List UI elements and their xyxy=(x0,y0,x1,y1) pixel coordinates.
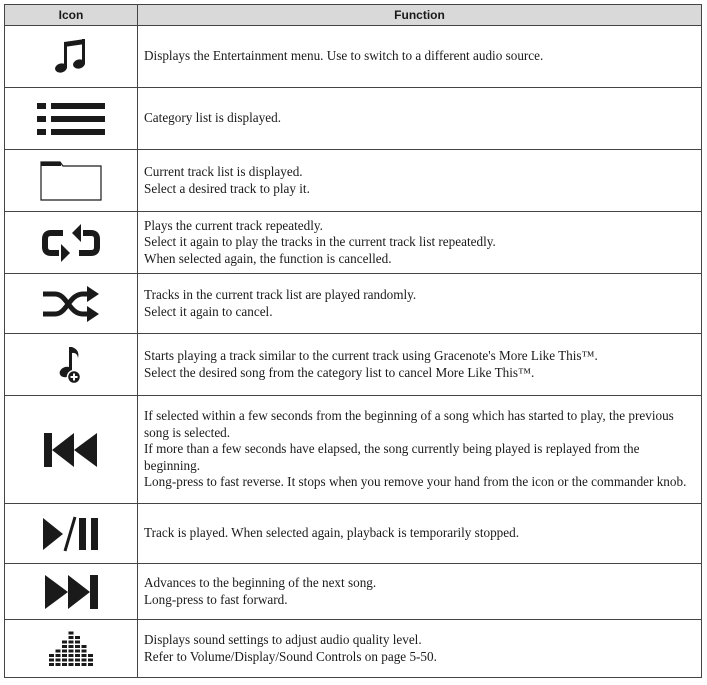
function-text: Long-press to fast reverse. It stops when you remove your hand from the icon or the commander knob. xyxy=(144,474,687,490)
table-row xyxy=(5,88,702,150)
icon-cell xyxy=(5,564,138,620)
shuffle-icon xyxy=(41,284,101,324)
function-text: Long-press to fast forward. xyxy=(144,591,288,607)
icon-function-table xyxy=(4,4,702,678)
function-text: Plays the current track repeatedly. xyxy=(144,217,323,233)
table-row xyxy=(5,396,702,504)
icon-column-header: Icon xyxy=(5,5,138,26)
function-text: Track is played. When selected again, playback is temporarily stopped. xyxy=(144,525,520,541)
function-text: Tracks in the current track list are played randomly. xyxy=(144,286,417,302)
table-row xyxy=(5,150,702,212)
icon-cell xyxy=(5,504,138,564)
function-cell xyxy=(138,88,702,150)
more-like-this-icon xyxy=(56,345,86,385)
function-cell xyxy=(138,396,702,504)
icon-cell xyxy=(5,334,138,396)
function-text: When selected again, the function is cancelled. xyxy=(144,250,392,266)
table-row xyxy=(5,564,702,620)
table-row xyxy=(5,620,702,678)
icon-cell xyxy=(5,26,138,88)
icon-cell xyxy=(5,620,138,678)
table-row xyxy=(5,274,702,334)
icon-cell xyxy=(5,396,138,504)
function-cell xyxy=(138,26,702,88)
repeat-icon xyxy=(41,223,101,263)
function-cell xyxy=(138,334,702,396)
folder-icon xyxy=(40,161,102,201)
icon-cell xyxy=(5,88,138,150)
icon-cell xyxy=(5,274,138,334)
icon-cell xyxy=(5,212,138,274)
table-row xyxy=(5,26,702,88)
sound-settings-icon xyxy=(48,631,94,667)
table-row xyxy=(5,212,702,274)
skip-forward-icon xyxy=(43,574,99,610)
function-column-header: Function xyxy=(138,5,702,26)
skip-back-icon xyxy=(43,432,99,468)
function-text: Select a desired track to play it. xyxy=(144,180,310,196)
function-text: Select it again to cancel. xyxy=(144,303,273,319)
play-pause-icon xyxy=(41,514,101,554)
function-text: Current track list is displayed. xyxy=(144,163,303,179)
category-list-icon xyxy=(37,101,105,137)
function-cell xyxy=(138,564,702,620)
function-cell xyxy=(138,274,702,334)
function-text: If selected within a few seconds from the beginning of a song which has started to play, the previous song is selected. xyxy=(144,408,674,440)
function-text: Refer to Volume/Display/Sound Controls on page 5-50. xyxy=(144,648,437,664)
function-text: Category list is displayed. xyxy=(144,110,281,126)
function-text: Displays the Entertainment menu. Use to switch to a different audio source. xyxy=(144,48,544,64)
function-cell xyxy=(138,212,702,274)
function-cell xyxy=(138,504,702,564)
table-header-row xyxy=(5,5,702,26)
function-cell xyxy=(138,150,702,212)
function-text: If more than a few seconds have elapsed, the song currently being played is replayed from the beginning. xyxy=(144,441,640,473)
function-cell xyxy=(138,620,702,678)
function-text: Advances to the beginning of the next song. xyxy=(144,574,377,590)
function-text: Displays sound settings to adjust audio quality level. xyxy=(144,631,422,647)
function-text: Select the desired song from the category list to cancel More Like This™. xyxy=(144,364,535,380)
icon-cell xyxy=(5,150,138,212)
function-text: Starts playing a track similar to the current track using Gracenote's More Like This™. xyxy=(144,347,598,363)
function-text: Select it again to play the tracks in the current track list repeatedly. xyxy=(144,234,496,250)
icon-function-table-container xyxy=(4,4,702,678)
table-row xyxy=(5,504,702,564)
table-row xyxy=(5,334,702,396)
music-note-icon xyxy=(51,37,91,77)
